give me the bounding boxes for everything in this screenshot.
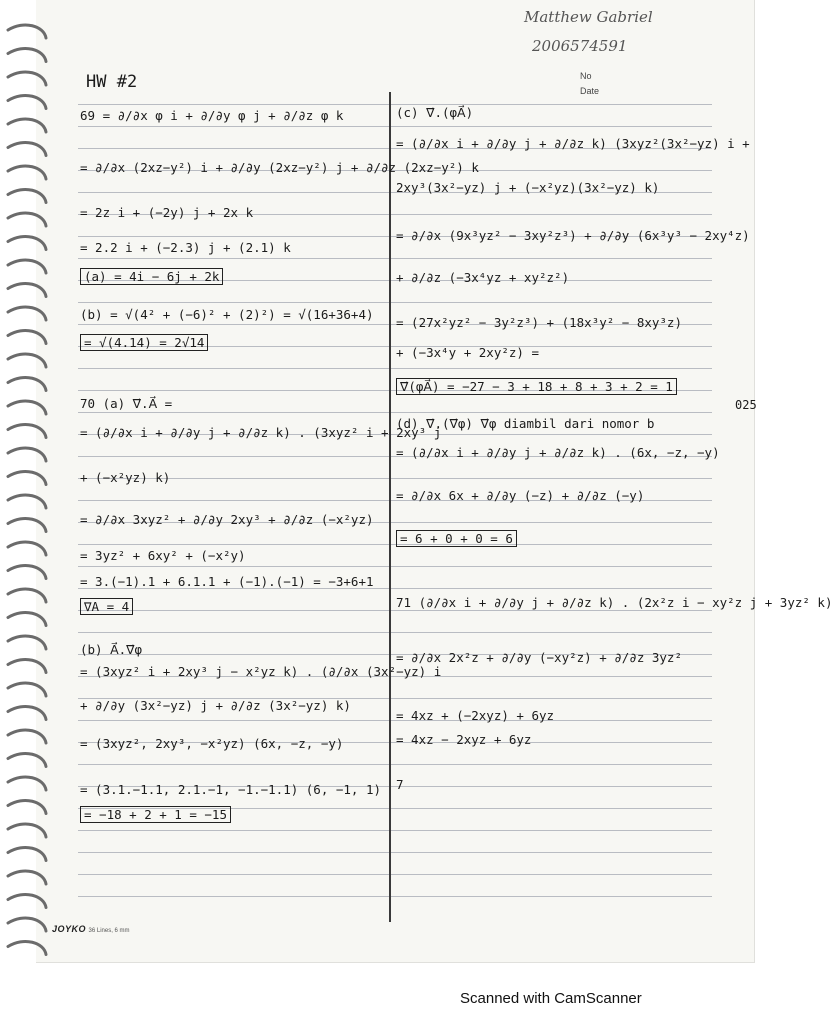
left_column-line: (b) A⃗.∇⃗φ (80, 642, 143, 657)
spiral-binding (0, 0, 60, 962)
right_column-line: + (−3x⁴y + 2xy²z) = (396, 345, 539, 360)
left_column-line: = (3xyz² i + 2xy³ j − x²yz k) . (∂/∂x (3x²−yz) i (80, 664, 442, 679)
left_column-line: = √(4.14) = 2√14 (80, 334, 208, 351)
ruled-line (78, 896, 712, 897)
left_column-line: = (3xyz², 2xy³, −x²yz) (6x, −z, −y) (80, 736, 344, 751)
right_column-line: 2xy³(3x²−yz) j + (−x²yz)(3x²−yz) k) (396, 180, 660, 195)
right_column-line: = ∂/∂x 6x + ∂/∂y (−z) + ∂/∂z (−y) (396, 488, 645, 503)
brand-spec: 36 Lines, 6 mm (88, 928, 130, 934)
ruled-line (78, 544, 712, 545)
right_column-line: + ∂/∂z (−3x⁴yz + xy²z²) (396, 270, 570, 285)
ruled-line (78, 610, 712, 611)
scanner-watermark: Scanned with CamScanner (460, 990, 642, 1007)
ruled-line (78, 632, 712, 633)
ruled-line (78, 852, 712, 853)
ruled-line (78, 368, 712, 369)
left_column-line: = 3yz² + 6xy² + (−x²y) (80, 548, 246, 563)
right_column-line: 7 (396, 777, 404, 792)
right_column-line: = ∂/∂x 2x²z + ∂/∂y (−xy²z) + ∂/∂z 3yz² (396, 650, 682, 665)
page-title: HW #2 (86, 72, 138, 92)
left_column-line: (a) = 4i − 6j + 2k (80, 268, 223, 285)
no-label: No (580, 71, 592, 81)
column-divider (389, 92, 391, 922)
right_column-line: 71 (∂/∂x i + ∂/∂y j + ∂/∂z k) . (2x²z i − xy²z j + 3yz² k) (396, 595, 833, 610)
ruled-line (78, 302, 712, 303)
ruled-line (78, 104, 712, 105)
left_column-line: = 3.(−1).1 + 6.1.1 + (−1).(−1) = −3+6+1 (80, 574, 374, 589)
left_column-line: = ∂/∂x (2xz−y²) i + ∂/∂y (2xz−y²) j + ∂/∂z (2xz−y²) k (80, 160, 479, 175)
ruled-line (78, 258, 712, 259)
margin-note: 025 (735, 398, 757, 412)
right_column-line: ∇⃗(φA⃗) = −27 − 3 + 18 + 8 + 3 + 2 = 1 (396, 378, 677, 395)
left_column-line: = (∂/∂x i + ∂/∂y j + ∂/∂z k) . (3xyz² i + 2xy³ j (80, 425, 442, 440)
left_column-line: 70 (a) ∇⃗.A⃗ = (80, 396, 173, 411)
left_column-line: + ∂/∂y (3x²−yz) j + ∂/∂z (3x²−yz) k) (80, 698, 351, 713)
brand-name: JOYKO (52, 924, 87, 934)
ruled-line (78, 566, 712, 567)
left_column-line: = 2z i + (−2y) j + 2x k (80, 205, 254, 220)
left_column-line: = ∂/∂x 3xyz² + ∂/∂y 2xy³ + ∂/∂z (−x²yz) (80, 512, 374, 527)
notebook-brand (52, 924, 130, 934)
left_column-line: + (−x²yz) k) (80, 470, 171, 485)
right_column-line: = 6 + 0 + 0 = 6 (396, 530, 517, 547)
student-id: 2006574591 (532, 37, 628, 55)
right_column-line: (d) ∇⃗.(∇⃗φ) ∇⃗φ diambil dari nomor b (396, 416, 655, 431)
right_column-line: (c) ∇⃗.(φA⃗) (396, 105, 474, 120)
left_column-line: = −18 + 2 + 1 = −15 (80, 806, 231, 823)
right_column-line: = ∂/∂x (9x³yz² − 3xy²z³) + ∂/∂y (6x³y³ − 2xy⁴z) (396, 228, 750, 243)
ruled-line (78, 764, 712, 765)
date-label: Date (580, 86, 600, 96)
ruled-line (78, 478, 712, 479)
ruled-line (78, 874, 712, 875)
left_column-line: ∇A = 4 (80, 598, 133, 615)
left_column-line: 69 = ∂/∂x φ i + ∂/∂y φ j + ∂/∂z φ k (80, 108, 344, 123)
right_column-line: = (27x²yz² − 3y²z³) + (18x³y² − 8xy³z) (396, 315, 682, 330)
right_column-line: = (∂/∂x i + ∂/∂y j + ∂/∂z k) . (6x, −z, −y) (396, 445, 720, 460)
ruled-line (78, 830, 712, 831)
left_column-line: = 2.2 i + (−2.3) j + (2.1) k (80, 240, 291, 255)
ruled-line (78, 412, 712, 413)
right_column-line: = 4xz − 2xyz + 6yz (396, 732, 532, 747)
right_column-line: = 4xz + (−2xyz) + 6yz (396, 708, 555, 723)
right_column-line: = (∂/∂x i + ∂/∂y j + ∂/∂z k) (3xyz²(3x²−yz) i + (396, 136, 750, 151)
left_column-line: (b) = √(4² + (−6)² + (2)²) = √(16+36+4) (80, 307, 374, 322)
left_column-line: = (3.1.−1.1, 2.1.−1, −1.−1.1) (6, −1, 1) (80, 782, 382, 797)
ruled-line (78, 126, 712, 127)
student-name: Matthew Gabriel (524, 8, 653, 26)
ruled-line (78, 720, 712, 721)
